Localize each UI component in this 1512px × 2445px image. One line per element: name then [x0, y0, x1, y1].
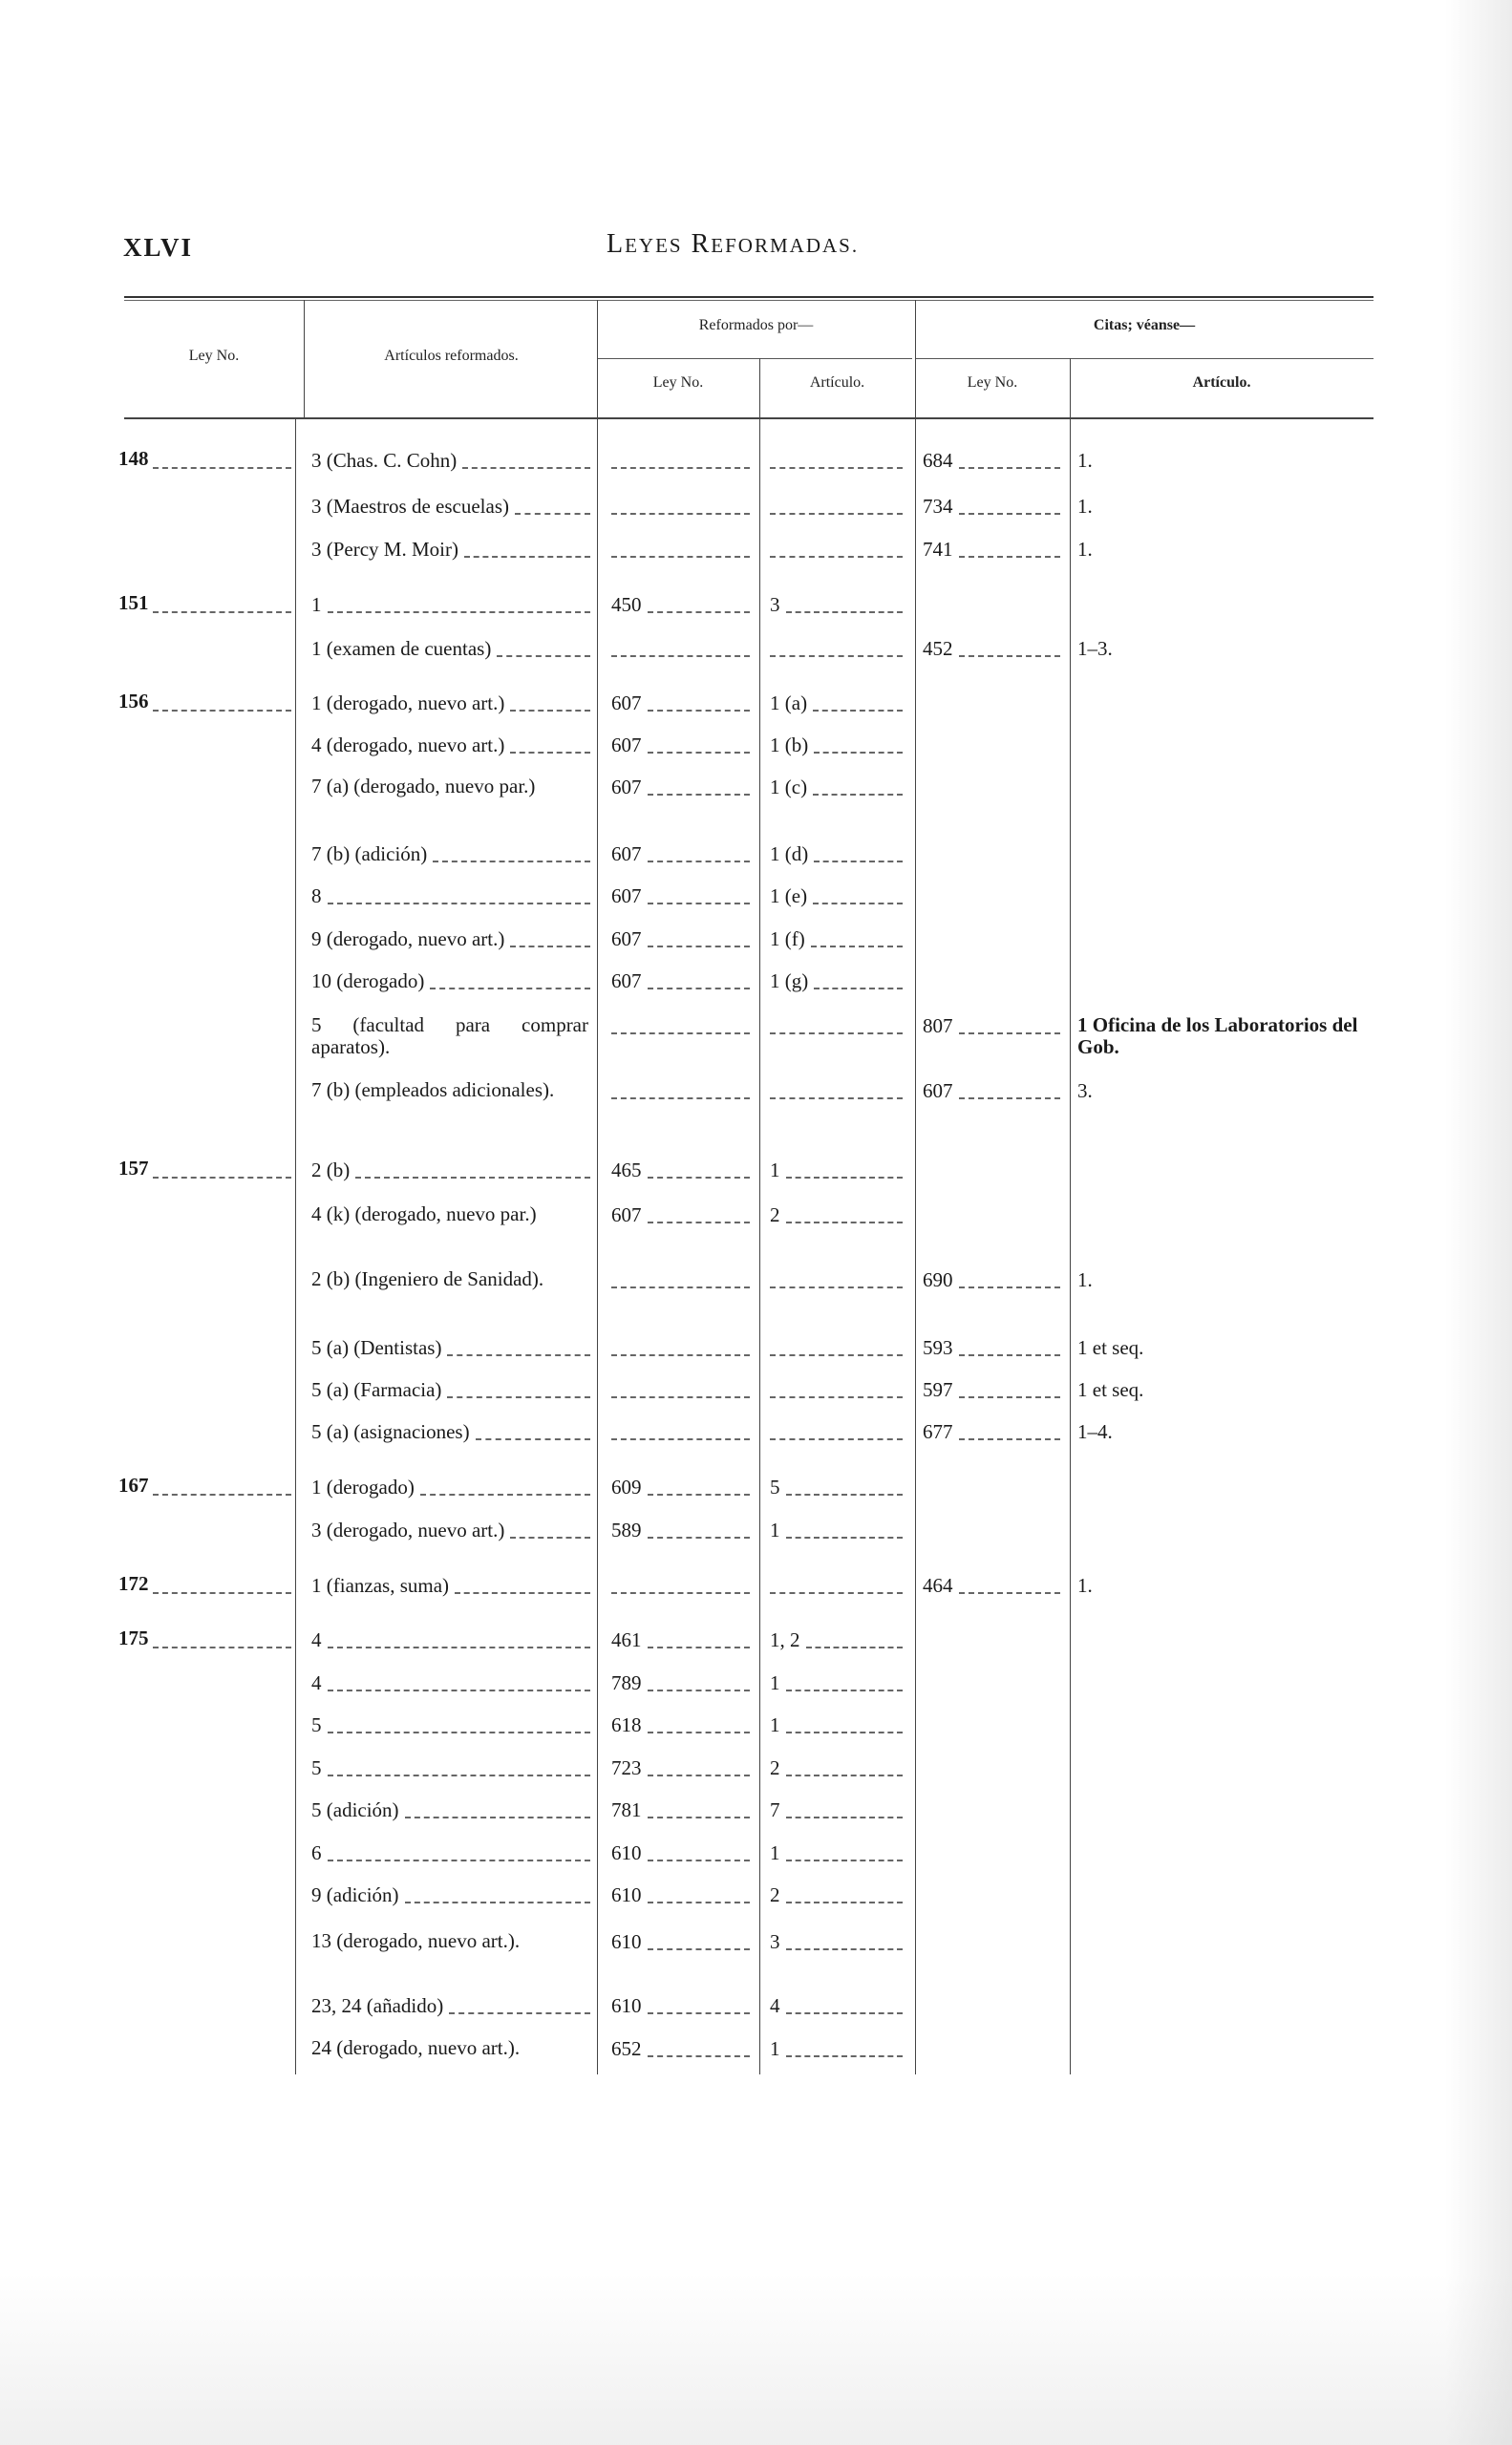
- citas-subheader-rule: [915, 358, 1374, 359]
- leader-dots: [786, 611, 903, 613]
- leader-dots: [648, 1647, 750, 1648]
- leader-dots: [813, 794, 903, 796]
- citas-articulo: 1–4.: [1077, 1420, 1113, 1443]
- leader-dots: [770, 513, 903, 515]
- leader-dots: [959, 655, 1060, 657]
- leader-dots: [648, 1732, 750, 1733]
- reformado-ley-no: 609: [611, 1476, 642, 1499]
- leader-dots: [648, 2012, 750, 2014]
- leader-dots: [770, 1354, 903, 1356]
- citas-articulo: 1.: [1077, 538, 1093, 561]
- reformado-articulo: 1 (f): [770, 927, 805, 950]
- articulo-reformado: 5 (adición): [311, 1798, 399, 1821]
- leader-dots: [153, 710, 291, 712]
- reformado-articulo: 1 (e): [770, 884, 808, 907]
- leader-dots: [328, 611, 590, 613]
- col-divider-2: [597, 300, 598, 2074]
- leader-dots: [770, 1097, 903, 1099]
- reformado-articulo: 2: [770, 1883, 780, 1906]
- leader-dots: [476, 1438, 590, 1440]
- leader-dots: [611, 1286, 750, 1288]
- ley-number: 151: [118, 591, 149, 614]
- leader-dots: [510, 1537, 590, 1539]
- leader-dots: [464, 556, 590, 558]
- leader-dots: [611, 1097, 750, 1099]
- articulo-reformado: 7 (b) (empleados adicionales).: [311, 1078, 555, 1101]
- articulo-reformado: 7 (a) (derogado, nuevo par.): [311, 775, 536, 797]
- leader-dots: [786, 1948, 903, 1950]
- reformado-articulo: 2: [770, 1756, 780, 1779]
- reformado-ley-no: 589: [611, 1519, 642, 1541]
- articulo-reformado: 4 (k) (derogado, nuevo par.): [311, 1202, 537, 1225]
- leader-dots: [462, 467, 590, 469]
- leader-dots: [153, 467, 291, 469]
- leader-dots: [497, 655, 590, 657]
- header-citas-articulo: Artículo.: [1192, 374, 1251, 391]
- reformado-articulo: 4: [770, 1994, 780, 2017]
- reformado-ley-no: 607: [611, 1203, 642, 1226]
- articulo-reformado: 24 (derogado, nuevo art.).: [311, 2036, 521, 2059]
- ley-number: 172: [118, 1572, 149, 1595]
- reformado-ley-no: 607: [611, 842, 642, 865]
- leader-dots: [813, 710, 903, 712]
- reformado-ley-no: 607: [611, 884, 642, 907]
- articulo-reformado: 7 (b) (adición): [311, 842, 428, 865]
- citas-ley-no: 741: [923, 538, 953, 561]
- leader-dots: [959, 556, 1060, 558]
- reformado-articulo: 1: [770, 1159, 780, 1181]
- ley-number: 175: [118, 1626, 149, 1649]
- col-divider-5: [1070, 358, 1071, 2074]
- reformado-articulo: 1: [770, 1671, 780, 1694]
- articulo-reformado: 9 (adición): [311, 1883, 399, 1906]
- leader-dots: [959, 467, 1060, 469]
- leader-dots: [786, 1177, 903, 1179]
- leader-dots: [447, 1354, 590, 1356]
- leader-dots: [814, 988, 903, 989]
- col-divider-3: [759, 358, 760, 2074]
- citas-articulo: 1–3.: [1077, 637, 1113, 660]
- header-articulos: Artículos reformados.: [384, 348, 519, 364]
- table-top-rule: [124, 296, 1374, 298]
- leader-dots: [648, 1494, 750, 1496]
- leader-dots: [648, 1902, 750, 1903]
- reformados-subheader-rule: [597, 358, 912, 359]
- articulo-reformado: 3 (derogado, nuevo art.): [311, 1519, 505, 1541]
- articulo-reformado: 4: [311, 1628, 322, 1651]
- leader-dots: [770, 1286, 903, 1288]
- reformado-articulo: 1 (c): [770, 776, 808, 798]
- leader-dots: [648, 794, 750, 796]
- leader-dots: [420, 1494, 590, 1496]
- leader-dots: [648, 1222, 750, 1223]
- citas-articulo: 1 et seq.: [1077, 1336, 1144, 1359]
- leader-dots: [959, 1592, 1060, 1594]
- citas-ley-no: 734: [923, 495, 953, 518]
- citas-articulo: 1.: [1077, 1268, 1093, 1291]
- leader-dots: [611, 655, 750, 657]
- reformado-ley-no: 781: [611, 1798, 642, 1821]
- leader-dots: [611, 1032, 750, 1034]
- articulo-reformado: 8: [311, 884, 322, 907]
- articulo-reformado: 3 (Chas. C. Cohn): [311, 449, 458, 472]
- articulo-reformado: 1 (derogado, nuevo art.): [311, 691, 505, 714]
- reformado-articulo: 1: [770, 1713, 780, 1736]
- articulo-reformado: 5 (a) (asignaciones): [311, 1420, 470, 1443]
- header-reformados-por: Reformados por—: [698, 317, 814, 333]
- reformado-articulo: 2: [770, 1203, 780, 1226]
- col-divider-4: [915, 300, 916, 2074]
- citas-ley-no: 690: [923, 1268, 953, 1291]
- leader-dots: [786, 1817, 903, 1818]
- reformado-ley-no: 610: [611, 1883, 642, 1906]
- leader-dots: [786, 2055, 903, 2057]
- leader-dots: [648, 946, 750, 947]
- leader-dots: [328, 1647, 590, 1648]
- page-title: LEYES REFORMADAS.: [607, 229, 860, 259]
- reformado-articulo: 1 (g): [770, 969, 809, 992]
- leader-dots: [611, 467, 750, 469]
- leader-dots: [611, 556, 750, 558]
- leader-dots: [611, 1438, 750, 1440]
- reformado-articulo: 1 (a): [770, 691, 808, 714]
- reformado-ley-no: 789: [611, 1671, 642, 1694]
- reformado-ley-no: 610: [611, 1841, 642, 1864]
- leader-dots: [814, 752, 903, 754]
- reformado-articulo: 1, 2: [770, 1628, 800, 1651]
- header-ley-no: Ley No.: [188, 348, 240, 364]
- reformado-ley-no: 461: [611, 1628, 642, 1651]
- reformado-ley-no: 607: [611, 691, 642, 714]
- leader-dots: [648, 1537, 750, 1539]
- leader-dots: [786, 1222, 903, 1223]
- leader-dots: [611, 1354, 750, 1356]
- leader-dots: [806, 1647, 903, 1648]
- leader-dots: [153, 1494, 291, 1496]
- leader-dots: [959, 513, 1060, 515]
- reformado-ley-no: 610: [611, 1994, 642, 2017]
- leader-dots: [648, 1948, 750, 1950]
- leader-dots: [328, 1860, 590, 1861]
- leader-dots: [648, 903, 750, 904]
- reformado-articulo: 5: [770, 1476, 780, 1499]
- page-number: XLVI: [123, 233, 194, 262]
- articulo-reformado: 1 (examen de cuentas): [311, 637, 492, 660]
- articulo-reformado: 9 (derogado, nuevo art.): [311, 927, 505, 950]
- header-citas-ley-no: Ley No.: [967, 374, 1018, 391]
- leader-dots: [355, 1177, 590, 1179]
- reformado-ley-no: 465: [611, 1159, 642, 1181]
- citas-articulo: 1 et seq.: [1077, 1378, 1144, 1401]
- citas-ley-no: 452: [923, 637, 953, 660]
- reformado-ley-no: 618: [611, 1713, 642, 1736]
- leader-dots: [510, 946, 590, 947]
- leader-dots: [770, 556, 903, 558]
- leader-dots: [786, 1902, 903, 1903]
- articulo-reformado: 5 (facultad para comprar aparatos).: [311, 1013, 588, 1058]
- citas-ley-no: 677: [923, 1420, 953, 1443]
- page-edge-shadow: [1445, 0, 1512, 2445]
- citas-ley-no: 464: [923, 1574, 953, 1597]
- citas-articulo: 3.: [1077, 1079, 1093, 1102]
- leader-dots: [648, 1775, 750, 1776]
- articulo-reformado: 5: [311, 1756, 322, 1779]
- citas-ley-no: 607: [923, 1079, 953, 1102]
- leader-dots: [770, 1592, 903, 1594]
- leader-dots: [786, 1732, 903, 1733]
- leader-dots: [328, 1732, 590, 1733]
- articulo-reformado: 3 (Percy M. Moir): [311, 538, 458, 561]
- articulo-reformado: 13 (derogado, nuevo art.).: [311, 1929, 521, 1952]
- reformado-ley-no: 607: [611, 927, 642, 950]
- citas-articulo: 1.: [1077, 495, 1093, 518]
- reformado-ley-no: 723: [611, 1756, 642, 1779]
- citas-articulo: 1.: [1077, 1574, 1093, 1597]
- leader-dots: [959, 1032, 1060, 1034]
- ley-number: 156: [118, 690, 149, 712]
- leader-dots: [786, 1860, 903, 1861]
- reformado-ley-no: 607: [611, 776, 642, 798]
- header-citas: Citas; véanse—: [1093, 317, 1196, 333]
- col-divider-1: [295, 417, 296, 2074]
- leader-dots: [405, 1902, 590, 1903]
- leader-dots: [811, 946, 903, 947]
- leader-dots: [611, 513, 750, 515]
- citas-ley-no: 593: [923, 1336, 953, 1359]
- articulo-reformado: 1 (fianzas, suma): [311, 1574, 450, 1597]
- reformado-ley-no: 607: [611, 969, 642, 992]
- leader-dots: [648, 988, 750, 989]
- leader-dots: [648, 1860, 750, 1861]
- leader-dots: [770, 655, 903, 657]
- leader-dots: [648, 861, 750, 862]
- articulo-reformado: 10 (derogado): [311, 969, 425, 992]
- leader-dots: [433, 861, 590, 862]
- leader-dots: [611, 1592, 750, 1594]
- leader-dots: [648, 1690, 750, 1691]
- leader-dots: [786, 1690, 903, 1691]
- leader-dots: [648, 752, 750, 754]
- citas-articulo: 1 Oficina de los Laboratorios del Gob.: [1077, 1013, 1358, 1058]
- leader-dots: [648, 1817, 750, 1818]
- articulo-reformado: 5: [311, 1713, 322, 1736]
- leader-dots: [153, 1592, 291, 1594]
- leader-dots: [648, 1177, 750, 1179]
- leader-dots: [430, 988, 590, 989]
- leader-dots: [648, 710, 750, 712]
- leader-dots: [153, 611, 291, 613]
- citas-articulo: 1.: [1077, 449, 1093, 472]
- articulo-reformado: 23, 24 (añadido): [311, 1994, 444, 2017]
- leader-dots: [959, 1097, 1060, 1099]
- citas-ley-no: 807: [923, 1014, 953, 1037]
- leader-dots: [510, 710, 590, 712]
- leader-dots: [786, 1494, 903, 1496]
- table-top-rule-inner: [124, 300, 1374, 301]
- leader-dots: [328, 1690, 590, 1691]
- reformado-ley-no: 610: [611, 1930, 642, 1953]
- reformado-ley-no: 450: [611, 593, 642, 616]
- articulo-reformado: 6: [311, 1841, 322, 1864]
- reformado-articulo: 7: [770, 1798, 780, 1821]
- col-divider-1-head: [304, 300, 305, 417]
- ley-number: 157: [118, 1157, 149, 1180]
- table-header-rule: [124, 417, 1374, 419]
- leader-dots: [611, 1396, 750, 1398]
- leader-dots: [786, 2012, 903, 2014]
- reformado-ley-no: 652: [611, 2037, 642, 2060]
- leader-dots: [770, 1438, 903, 1440]
- leader-dots: [813, 903, 903, 904]
- citas-ley-no: 684: [923, 449, 953, 472]
- leader-dots: [786, 1537, 903, 1539]
- leader-dots: [786, 1775, 903, 1776]
- leader-dots: [648, 611, 750, 613]
- leader-dots: [328, 1775, 590, 1776]
- articulo-reformado: 5 (a) (Dentistas): [311, 1336, 442, 1359]
- leader-dots: [153, 1647, 291, 1648]
- page-bottom-shadow: [0, 2273, 1512, 2445]
- leader-dots: [455, 1592, 590, 1594]
- leader-dots: [449, 2012, 590, 2014]
- articulo-reformado: 2 (b): [311, 1159, 351, 1181]
- reformado-articulo: 1: [770, 1841, 780, 1864]
- leader-dots: [959, 1438, 1060, 1440]
- reformado-articulo: 1 (b): [770, 734, 809, 756]
- articulo-reformado: 4 (derogado, nuevo art.): [311, 734, 505, 756]
- header-ref-articulo: Artículo.: [809, 374, 865, 391]
- reformado-articulo: 1 (d): [770, 842, 809, 865]
- leader-dots: [447, 1396, 590, 1398]
- leader-dots: [814, 861, 903, 862]
- articulo-reformado: 4: [311, 1671, 322, 1694]
- leader-dots: [959, 1286, 1060, 1288]
- leader-dots: [515, 513, 590, 515]
- reformado-articulo: 3: [770, 1930, 780, 1953]
- leader-dots: [959, 1396, 1060, 1398]
- articulo-reformado: 3 (Maestros de escuelas): [311, 495, 510, 518]
- ley-number: 167: [118, 1474, 149, 1497]
- articulo-reformado: 2 (b) (Ingeniero de Sanidad).: [311, 1267, 544, 1290]
- ley-number: 148: [118, 447, 149, 470]
- reformado-articulo: 1: [770, 1519, 780, 1541]
- reformado-articulo: 3: [770, 593, 780, 616]
- header-ref-ley-no: Ley No.: [652, 374, 704, 391]
- leader-dots: [405, 1817, 590, 1818]
- reformado-ley-no: 607: [611, 734, 642, 756]
- articulo-reformado: 1: [311, 593, 322, 616]
- leader-dots: [648, 2055, 750, 2057]
- leader-dots: [510, 752, 590, 754]
- citas-ley-no: 597: [923, 1378, 953, 1401]
- articulo-reformado: 5 (a) (Farmacia): [311, 1378, 442, 1401]
- leader-dots: [770, 467, 903, 469]
- articulo-reformado: 1 (derogado): [311, 1476, 415, 1499]
- reformado-articulo: 1: [770, 2037, 780, 2060]
- leader-dots: [959, 1354, 1060, 1356]
- leader-dots: [770, 1032, 903, 1034]
- leader-dots: [770, 1396, 903, 1398]
- leader-dots: [153, 1177, 291, 1179]
- leader-dots: [328, 903, 590, 904]
